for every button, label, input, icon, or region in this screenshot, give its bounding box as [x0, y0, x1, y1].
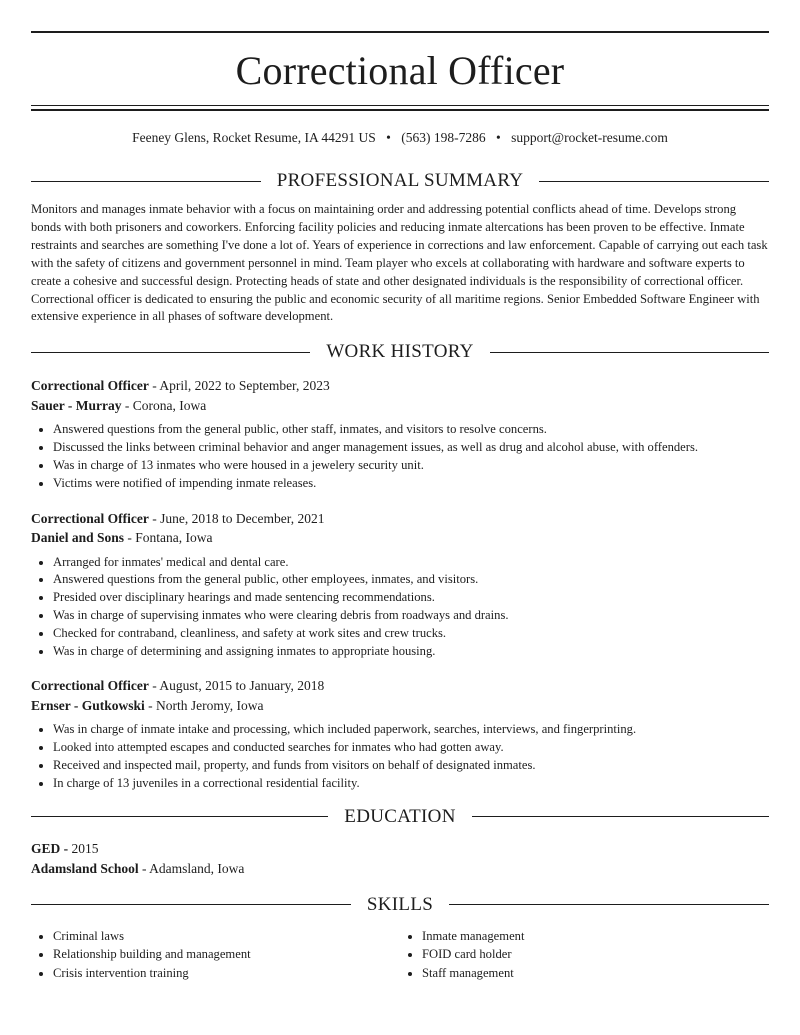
job-title-line	[31, 376, 769, 396]
job-entry	[31, 676, 769, 792]
job-bullet: • Was in charge of supervising inmates who were clearing debris from roadways and drains.	[53, 607, 769, 625]
contact-phone: (563) 198-7286	[401, 130, 486, 145]
section-title: PROFESSIONAL SUMMARY	[276, 170, 524, 191]
education-location: - Adamsland, Iowa	[138, 860, 245, 876]
contact-line	[31, 129, 769, 147]
contact-separator: •	[496, 130, 501, 145]
job-location: - North Jeromy, Iowa	[144, 697, 264, 713]
job-title: Correctional Officer	[31, 378, 149, 394]
resume-title: Correctional Officer	[235, 48, 565, 93]
skill-item: • Staff management	[422, 964, 769, 983]
education-year: 2015	[68, 840, 99, 856]
job-company-line	[31, 396, 769, 416]
job-bullet: • Looked into attempted escapes and conducted searches for inmates who had gotten away.	[53, 739, 769, 757]
job-title: Correctional Officer	[31, 678, 149, 694]
skill-item: • FOID card holder	[422, 945, 769, 964]
job-bullet: • Answered questions from the general public, other staff, inmates, and visitors to resolve concerns.	[53, 421, 769, 439]
skill-item: • Relationship building and management	[53, 945, 400, 964]
job-company: Ernser - Gutkowski	[31, 697, 145, 713]
job-dates: - August, 2015 to January, 2018	[148, 678, 325, 694]
job-dates: - April, 2022 to September, 2023	[148, 378, 330, 394]
job-entry	[31, 376, 769, 492]
education-entry	[31, 839, 769, 879]
section-header-work	[31, 340, 769, 364]
job-bullet: • Was in charge of inmate intake and processing, which included paperwork, searches, interviews, and fingerprinting.	[53, 721, 769, 739]
skills-column-right	[400, 927, 769, 983]
contact-separator: •	[386, 130, 391, 145]
section-rule	[31, 904, 351, 905]
summary-paragraph: Monitors and manages inmate behavior with a focus on maintaining order and addressing potential conflicts ahead of time. Develops strong bonds with both prisoners and coworkers. Enforcing facility policies and reducing inmate altercations has been proven to be effective. Inmate restraints and searches are something I've done a lot of. Years of experience in corrections and law enforcement. Capable of carrying out each task with the safety of citizens and government personnel in mind. Team player who excels at collaborating with hardware and software experts to create a cohesive and successful design. Protecting heads of state and other designated individuals is the responsibility of correctional officer. Correctional officer is dedicated to ensuring the public and economic security of all maritime regions. Senior Embedded Software Engineer with extensive experience in all phases of software development.	[31, 202, 768, 324]
job-bullets	[31, 421, 769, 492]
section-title: SKILLS	[366, 893, 434, 915]
skill-item: • Inmate management	[422, 927, 769, 946]
job-bullet: • Was in charge of 13 inmates who were housed in a jewelery security unit.	[53, 457, 769, 475]
job-dates: - June, 2018 to December, 2021	[148, 510, 325, 526]
section-rule	[539, 181, 769, 182]
section-header-skills	[31, 893, 769, 917]
job-bullet: • Presided over disciplinary hearings and made sentencing recommendations.	[53, 589, 769, 607]
section-title: EDUCATION	[344, 805, 456, 827]
job-title-line	[31, 676, 769, 696]
job-bullets	[31, 721, 769, 792]
education-school-line	[31, 859, 769, 879]
skills-list	[31, 927, 769, 983]
education-degree-line	[31, 839, 769, 859]
job-location: - Corona, Iowa	[121, 397, 207, 413]
job-entry	[31, 509, 769, 661]
skill-item: • Crisis intervention training	[53, 964, 400, 983]
job-bullet: • In charge of 13 juveniles in a correctional residential facility.	[53, 775, 769, 793]
job-company: Daniel and Sons	[31, 530, 125, 546]
title-double-rule	[31, 105, 769, 111]
job-title-line	[31, 509, 769, 529]
section-rule	[472, 816, 769, 817]
job-bullets	[31, 554, 769, 661]
job-title: Correctional Officer	[31, 510, 149, 526]
section-rule	[31, 816, 328, 817]
job-bullet: • Checked for contraband, cleanliness, and safety at work sites and crew trucks.	[53, 625, 769, 643]
resume-page	[31, 0, 769, 982]
skills-column-left	[31, 927, 400, 983]
job-bullet: • Discussed the links between criminal behavior and anger management issues, as well as drug and alcohol abuse, with offenders.	[53, 439, 769, 457]
job-bullet: • Answered questions from the general public, other employees, inmates, and visitors.	[53, 571, 769, 589]
job-company-line	[31, 528, 769, 548]
section-header-education	[31, 805, 769, 829]
job-location: - Fontana, Iowa	[124, 530, 213, 546]
job-bullet: • Was in charge of determining and assigning inmates to appropriate housing.	[53, 643, 769, 661]
section-rule	[31, 181, 261, 182]
section-title: WORK HISTORY	[326, 341, 474, 363]
skill-item: • Criminal laws	[53, 927, 400, 946]
job-company: Sauer - Murray	[31, 397, 122, 413]
education-school: Adamsland School	[31, 860, 139, 876]
job-bullet: • Arranged for inmates' medical and dental care.	[53, 554, 769, 572]
education-degree: GED -	[31, 840, 69, 856]
section-header-summary	[31, 169, 769, 193]
section-rule	[31, 352, 310, 353]
job-bullet: • Victims were notified of impending inmate releases.	[53, 475, 769, 493]
top-rule	[31, 31, 769, 33]
job-bullet: • Received and inspected mail, property, and funds from visitors on behalf of designated inmates.	[53, 757, 769, 775]
section-rule	[490, 352, 769, 353]
job-company-line	[31, 696, 769, 716]
contact-address: Feeney Glens, Rocket Resume, IA 44291 US	[132, 130, 376, 145]
contact-email: support@rocket-resume.com	[511, 130, 668, 145]
section-rule	[449, 904, 769, 905]
